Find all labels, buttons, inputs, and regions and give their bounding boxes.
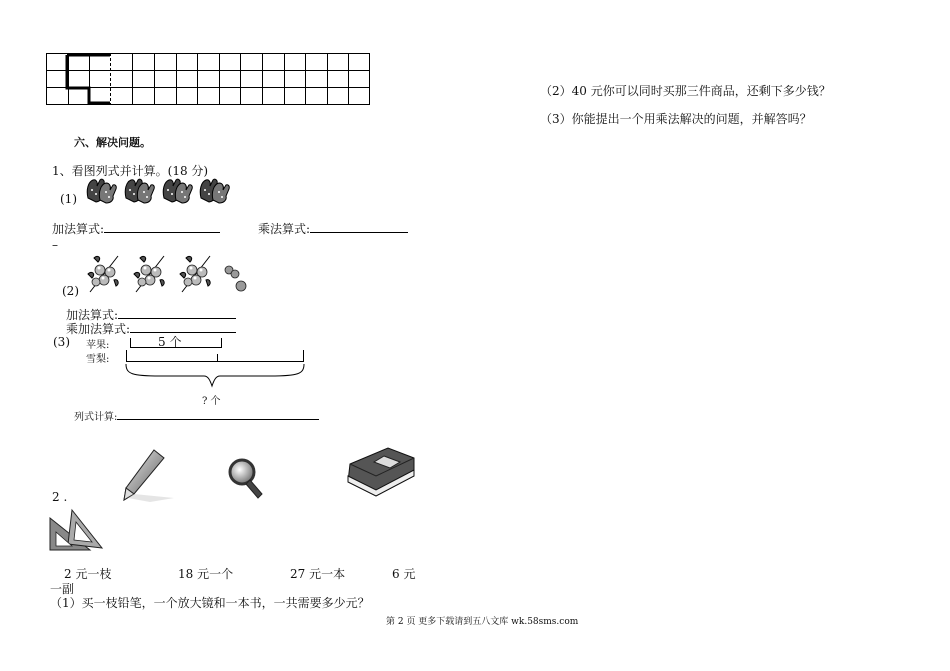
flower-branch-icon — [84, 250, 126, 296]
q1-2-add-label: 加法算式: — [66, 308, 119, 322]
glove-icon — [197, 176, 231, 204]
triangle-ruler-icon — [46, 506, 106, 554]
apple-label: 苹果: — [86, 340, 110, 351]
question-2-1: （1）买一枝铅笔，一个放大镜和一本书，一共需要多少元？ — [50, 596, 370, 610]
price-book: 27 元一本 — [290, 567, 346, 581]
flower-bud-icon — [221, 250, 251, 296]
q1-2-add-blank[interactable] — [118, 306, 236, 319]
q1-2-muladd-blank[interactable] — [130, 320, 236, 333]
glove-icon — [122, 176, 156, 204]
flower-branch-icon — [176, 250, 218, 296]
apple-count: 5 个 — [158, 335, 182, 349]
calc-label: 列式计算: — [74, 412, 118, 423]
question-1-3-label: (3) — [53, 335, 70, 349]
calc-formula — [74, 408, 319, 423]
q1-add-formula — [52, 220, 220, 237]
glove-icon — [160, 176, 194, 204]
glove-group — [84, 176, 231, 207]
flower-branch-icon — [130, 250, 172, 296]
question-1-1-label: (1) — [60, 192, 77, 206]
price-magnifier: 18 元一个 — [178, 567, 234, 581]
question-1-title: 1、看图列式并计算。(18 分) — [52, 164, 209, 178]
q1-dash: – — [52, 238, 58, 252]
q1-2-muladd-formula — [66, 320, 236, 337]
pear-label: 雪梨: — [86, 354, 110, 365]
question-2-label: 2 . — [52, 490, 68, 504]
glove-icon — [84, 176, 118, 204]
question-2-3: （3）你能提出一个用乘法解决的问题，并解答吗？ — [540, 112, 812, 126]
price-ruler-unit: 一副 — [50, 582, 75, 596]
page-footer: 第 2 页 更多下载请到五八文库 wk.58sms.com — [386, 617, 579, 627]
q1-mul-label: 乘法算式: — [258, 222, 311, 236]
price-ruler: 6 元 — [392, 567, 416, 581]
q1-add-blank[interactable] — [104, 220, 220, 233]
price-pencil: 2 元一枝 — [64, 567, 112, 581]
flower-group — [84, 250, 251, 299]
q1-mul-formula — [258, 220, 408, 237]
q1-add-label: 加法算式: — [52, 222, 105, 236]
segment-diagram — [120, 336, 310, 392]
magnifier-icon — [226, 456, 268, 502]
book-icon — [344, 446, 416, 500]
q1-2-muladd-label: 乘加法算式: — [66, 322, 131, 336]
section-title: 六、解决问题。 — [74, 136, 151, 149]
question-2-2: （2）40 元你可以同时买那三件商品，还剩下多少钱？ — [540, 84, 831, 98]
question-1-2-label: (2) — [62, 284, 79, 298]
calc-blank[interactable] — [117, 409, 319, 420]
question-count: ? 个 — [202, 396, 221, 407]
drawing-grid — [46, 53, 370, 105]
pencil-icon — [120, 448, 176, 502]
q1-mul-blank[interactable] — [310, 220, 408, 233]
